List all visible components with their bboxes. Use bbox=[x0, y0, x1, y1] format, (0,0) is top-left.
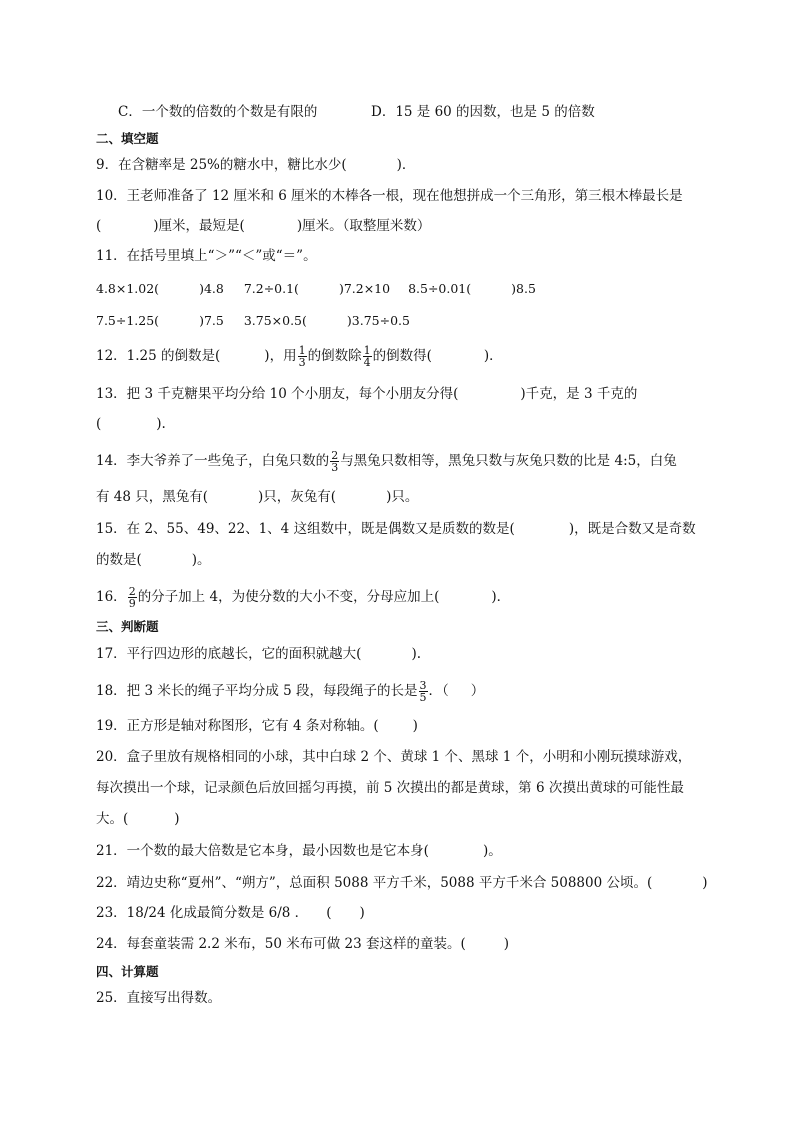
question-11-line1: 11．在括号里填上“＞”“＜”或“＝”。 bbox=[96, 248, 317, 264]
q14-text-a: 14．李大爷养了一些兔子，白兔只数的 bbox=[96, 453, 330, 469]
q15-text-d: )。 bbox=[191, 552, 211, 568]
q20-text-a: 大。( bbox=[96, 811, 129, 827]
q13-text-a: 13．把 3 千克糖果平均分给 10 个小朋友，每个小朋友分得( bbox=[96, 386, 459, 402]
q22-text-b: ) bbox=[702, 875, 708, 891]
q15-text-c: 的数是( bbox=[96, 552, 142, 568]
q17-text-b: ). bbox=[411, 646, 422, 662]
question-13-line1 bbox=[96, 384, 637, 404]
q9-text-b: )． bbox=[396, 157, 416, 173]
q9-text-a: 9．在含糖率是 25%的糖水中，糖比水少( bbox=[96, 157, 347, 173]
q8-option-c-text: C．一个数的倍数的个数是有限的 bbox=[118, 104, 318, 120]
q14-text-c: 有 48 只，黑兔有( bbox=[96, 489, 209, 505]
question-15-line2 bbox=[96, 550, 211, 570]
q19-text-a: 19．正方形是轴对称图形，它有 4 条对称轴。( bbox=[96, 718, 379, 734]
question-11-row1 bbox=[96, 279, 536, 299]
q18-frac-denominator: 5 bbox=[419, 691, 427, 704]
q18-fraction bbox=[419, 680, 428, 703]
q18-text-a: 18．把 3 米长的绳子平均分成 5 段，每段绳子的长是 bbox=[96, 683, 418, 699]
q14-fraction bbox=[330, 450, 339, 473]
q13-text-d: ). bbox=[156, 416, 166, 432]
q11-r1a: 4.8×1.02( bbox=[96, 281, 160, 296]
question-25: 25．直接写出得数。 bbox=[96, 990, 222, 1006]
q13-text-c: ( bbox=[96, 416, 102, 432]
q16-frac-numerator: 2 bbox=[128, 585, 136, 598]
q12-frac1-denominator: 3 bbox=[298, 356, 306, 369]
question-18 bbox=[96, 680, 484, 703]
q8-option-c bbox=[118, 102, 317, 122]
q11-r1e: 8.5÷0.01( bbox=[408, 281, 472, 296]
q23-text-a: 23．18/24 化成最简分数是 6/8 ． bbox=[96, 905, 309, 921]
q18-frac-numerator: 3 bbox=[419, 679, 427, 692]
q11-r1b: )4.8 bbox=[199, 281, 224, 296]
q13-text-b: )千克，是 3 千克的 bbox=[520, 386, 638, 402]
q12-frac2-numerator: 1 bbox=[363, 344, 371, 357]
question-24 bbox=[96, 934, 509, 954]
question-16 bbox=[96, 586, 510, 609]
question-20-line2: 每次摸出一个球，记录颜色后放回摇匀再摸，前 5 次摸出的都是黄球，第 6 次摸出黄球的可能性最 bbox=[96, 780, 684, 796]
q11-r2b: )7.5 bbox=[199, 313, 224, 328]
q20-text-b: ) bbox=[174, 811, 180, 827]
q12-fraction-1 bbox=[298, 345, 307, 368]
q8-option-d bbox=[371, 102, 595, 122]
q15-text-b: )，既是合数又是奇数 bbox=[568, 521, 696, 537]
q18-text-b: ．（ bbox=[428, 683, 449, 699]
q23-text-b: ( bbox=[326, 905, 332, 921]
q19-text-b: ) bbox=[412, 718, 418, 734]
question-23 bbox=[96, 903, 365, 923]
q22-text-a: 22．靖边史称“夏州”、“朔方”，总面积 5088 平方千米，5088 平方千米合 508800 公顷。( bbox=[96, 875, 653, 891]
q14-frac-numerator: 2 bbox=[331, 449, 339, 462]
section-4-title: 四、计算题 bbox=[96, 964, 159, 979]
q12-text-b: )，用 bbox=[264, 348, 297, 364]
q14-text-d: )只，灰兔有( bbox=[258, 489, 337, 505]
q16-fraction bbox=[128, 586, 137, 609]
q17-text-a: 17．平行四边形的底越长，它的面积就越大( bbox=[96, 646, 362, 662]
q16-text-b: 的分子加上 4，为使分数的大小不变，分母应加上( bbox=[137, 589, 440, 605]
q12-text-e: )． bbox=[483, 348, 503, 364]
question-13-line2 bbox=[96, 414, 166, 434]
question-17 bbox=[96, 644, 421, 664]
q11-r1f: )8.5 bbox=[511, 281, 536, 296]
question-10-line1: 10．王老师准备了 12 厘米和 6 厘米的木棒各一根，现在他想拼成一个三角形，第三根木棒最长是 bbox=[96, 188, 683, 204]
question-19 bbox=[96, 716, 418, 736]
question-10-line2 bbox=[96, 216, 430, 236]
q24-text-b: ) bbox=[503, 936, 510, 952]
q12-fraction-2 bbox=[363, 345, 372, 368]
q12-text-d: 的倒数得( bbox=[372, 348, 432, 364]
q8-option-d-text: D．15 是 60 的因数，也是 5 的倍数 bbox=[371, 104, 595, 120]
q16-frac-denominator: 9 bbox=[128, 597, 136, 610]
q11-r2a: 7.5÷1.25( bbox=[96, 313, 160, 328]
q15-text-a: 15．在 2、55、49、22、1、4 这组数中，既是偶数又是质数的数是( bbox=[96, 521, 515, 537]
q11-r1c: 7.2÷0.1( bbox=[243, 281, 299, 296]
q18-text-c: ） bbox=[470, 683, 485, 699]
q11-r2c: 3.75×0.5( bbox=[243, 313, 307, 328]
q10-text-c: )厘米。（取整厘米数） bbox=[296, 218, 431, 234]
question-11-row2 bbox=[96, 311, 410, 331]
q14-text-b: 与黑兔只数相等，黑兔只数与灰兔只数的比是 4:5，白兔 bbox=[340, 453, 677, 469]
q14-text-e: )只。 bbox=[386, 489, 419, 505]
question-12 bbox=[96, 345, 503, 368]
q10-text-a: ( bbox=[96, 218, 102, 234]
q11-r2d: )3.75÷0.5 bbox=[346, 313, 410, 328]
q10-text-b: )厘米，最短是( bbox=[153, 218, 245, 234]
question-20-line1: 20．盒子里放有规格相同的小球，其中白球 2 个、黄球 1 个、黑球 1 个，小明和小刚玩摸球游戏， bbox=[96, 749, 692, 765]
q16-text-c: )． bbox=[491, 589, 511, 605]
q23-text-c: ) bbox=[359, 905, 365, 921]
q21-text-a: 21．一个数的最大倍数是它本身，最小因数也是它本身( bbox=[96, 843, 429, 859]
q12-frac2-denominator: 4 bbox=[363, 356, 371, 369]
question-9 bbox=[96, 155, 415, 175]
question-14-line1 bbox=[96, 450, 677, 473]
q12-text-c: 的倒数除 bbox=[307, 348, 362, 364]
q12-text-a: 12．1.25 的倒数是( bbox=[96, 348, 221, 364]
q24-text-a: 24．每套童装需 2.2 米布，50 米布可做 23 套这样的童装。( bbox=[96, 936, 466, 952]
q21-text-b: )。 bbox=[482, 843, 502, 859]
question-22 bbox=[96, 873, 708, 893]
section-2-title: 二、填空题 bbox=[96, 131, 159, 146]
question-14-line2 bbox=[96, 487, 418, 507]
question-20-line3 bbox=[96, 809, 180, 829]
q16-text-a: 16． bbox=[96, 589, 127, 605]
q12-frac1-numerator: 1 bbox=[298, 344, 306, 357]
section-3-title: 三、判断题 bbox=[96, 619, 159, 634]
q11-r1d: )7.2×10 bbox=[338, 281, 391, 296]
question-15-line1 bbox=[96, 519, 696, 539]
question-21 bbox=[96, 841, 502, 861]
q14-frac-denominator: 3 bbox=[331, 461, 339, 474]
